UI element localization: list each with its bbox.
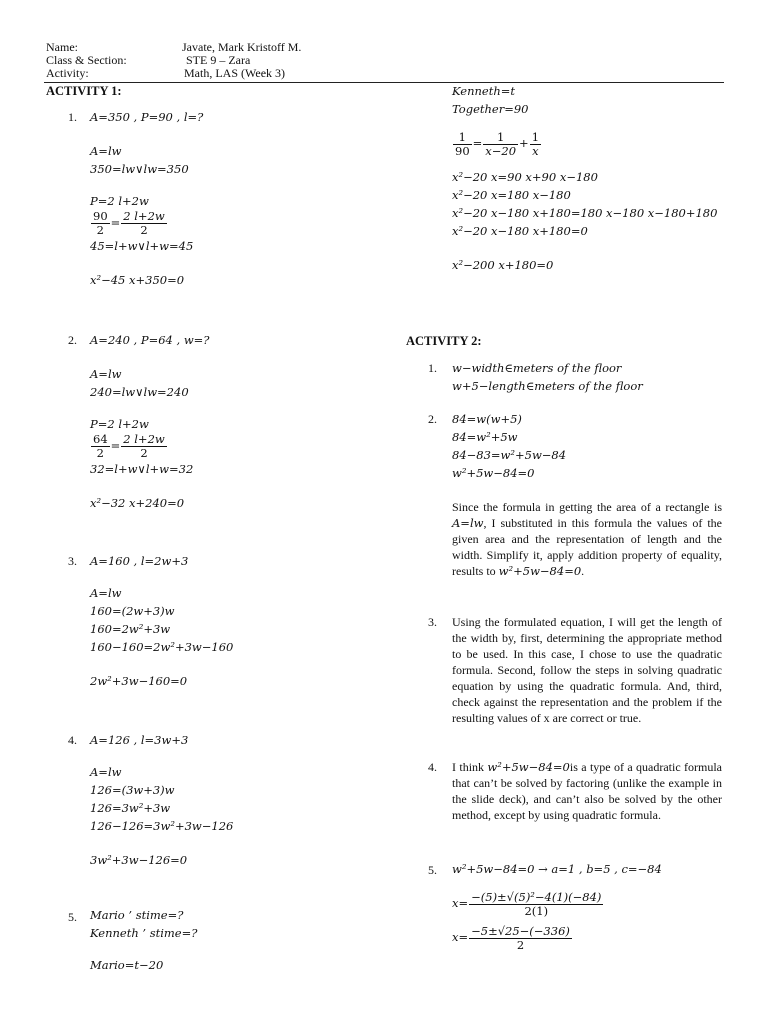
- a2-item2-line: w²+5w−84=0: [452, 466, 535, 480]
- a2-item4-explanation: I think w²+5w−84=0is a type of a quadratic formula that can’t be solved by factoring (unlike the example in the slide deck), and can’t also be solved by the other method, except by using quadratic formula.: [452, 760, 722, 822]
- item5-line: Mario ’ stime=?: [90, 908, 184, 922]
- item2-line: A=lw: [90, 367, 122, 381]
- item3-line: 160−160=2w²+3w−160: [90, 640, 234, 654]
- item2-line: 240=lw∨lw=240: [90, 385, 189, 399]
- item1-line: P=2 l+2w: [90, 194, 149, 208]
- activity1-heading: ACTIVITY 1:: [46, 84, 122, 98]
- activity-value: Math, LAS (Week 3): [184, 66, 286, 80]
- item2-fraction-line: $\frac{64}{2}$ = $\frac{2 l+2w}{2}$: [93, 432, 165, 460]
- item3-given: A=160 , l=2w+3: [90, 554, 189, 568]
- item4-line: 126=(3w+3)w: [90, 783, 175, 797]
- activity2-heading: ACTIVITY 2:: [406, 334, 482, 348]
- item3-line: 160=(2w+3)w: [90, 604, 175, 618]
- item1-equation: x²−45 x+350=0: [90, 273, 185, 287]
- activity-label: Activity:: [46, 66, 89, 80]
- cont-line: x²−20 x−180 x+180=0: [452, 224, 588, 238]
- a2-item2-line: 84=w²+5w: [452, 430, 518, 444]
- item3-work: [90, 552, 233, 690]
- item5-work: [90, 906, 197, 974]
- item1-number: 1.: [68, 110, 77, 124]
- a2-item2-line: 84−83=w²+5w−84: [452, 448, 567, 462]
- name-value: Javate, Mark Kristoff M.: [182, 40, 302, 54]
- a2-item2-number: 2.: [428, 412, 437, 426]
- cont-line: x²−200 x+180=0: [452, 258, 554, 272]
- item2-line: 32=l+w∨l+w=32: [90, 462, 194, 476]
- cont-line: Kenneth=t: [452, 84, 515, 98]
- class-value: STE 9 – Zara: [186, 53, 251, 67]
- quadratic-formula-step2: x= $\frac{-5\pm√25-(-336)}{2}$: [452, 923, 570, 952]
- a2-item1-line: w−width∈meters of the floor: [452, 361, 622, 375]
- a2-item3-explanation: Using the formulated equation, I will get the length of the width by, first, determining the appropriate method to be used. In this case, I chose to use the quadratic formula. Second, follow the steps in solving quadratic equation by using the quadratic formula. And, third, check against the representation and the problem if the resulting values of x are correct or true.: [452, 615, 722, 725]
- item1-line: 350=lw∨lw=350: [90, 162, 189, 176]
- item5-line: Mario=t−20: [90, 958, 164, 972]
- item4-work: [90, 731, 233, 869]
- cont-line: x²−20 x=180 x−180: [452, 188, 571, 202]
- cont-fraction-equation: $\frac{1}{90}$ = $\frac{1}{x-20}$ + $\frac{1}{x}$: [455, 129, 540, 158]
- item4-given: A=126 , l=3w+3: [90, 733, 189, 747]
- item1-line: 45=l+w∨l+w=45: [90, 239, 194, 253]
- cont-line: Together=90: [452, 102, 529, 116]
- a2-item2: [452, 410, 566, 482]
- a2-item5: [452, 860, 662, 952]
- a2-item1-number: 1.: [428, 361, 437, 375]
- item2-work: [90, 331, 209, 512]
- a2-item2-explanation: Since the formula in getting the area of a rectangle is A=lw, I substituted in this formula the values of the given area and the representation of length and the width. Simplify it, apply addition property of equality, results to w²+5w−84=0.: [452, 500, 722, 578]
- a2-item3-number: 3.: [428, 615, 437, 629]
- item4-line: 126=3w²+3w: [90, 801, 171, 815]
- class-label: Class & Section:: [46, 53, 127, 67]
- item3-line: A=lw: [90, 586, 122, 600]
- a2-item5-line: w²+5w−84=0 → a=1 , b=5 , c=−84: [452, 862, 662, 876]
- a2-item4-number: 4.: [428, 760, 437, 774]
- item3-equation: 2w²+3w−160=0: [90, 674, 188, 688]
- quadratic-formula-step1: x= $\frac{\text{−(5)±√(5)²−4(1)(−84)}}{2(1)}$: [452, 889, 602, 918]
- a2-item1: [452, 359, 643, 395]
- item2-equation: x²−32 x+240=0: [90, 496, 185, 510]
- a2-item5-number: 5.: [428, 863, 437, 877]
- item4-equation: 3w²+3w−126=0: [90, 853, 188, 867]
- item4-number: 4.: [68, 733, 77, 747]
- item2-number: 2.: [68, 333, 77, 347]
- cont-line: x²−20 x=90 x+90 x−180: [452, 170, 598, 184]
- item3-line: 160=2w²+3w: [90, 622, 171, 636]
- item2-line: P=2 l+2w: [90, 417, 149, 431]
- name-label: Name:: [46, 40, 78, 54]
- header: [46, 40, 346, 85]
- item5-number: 5.: [68, 910, 77, 924]
- cont-line: x²−20 x−180 x+180=180 x−180 x−180+180: [452, 206, 718, 220]
- item5-continuation: [452, 82, 717, 274]
- a2-item1-line: w+5−length∈meters of the floor: [452, 379, 643, 393]
- item4-line: 126−126=3w²+3w−126: [90, 819, 234, 833]
- item1-work: [90, 108, 203, 289]
- item1-fraction-line: $\frac{90}{2}$ = $\frac{2 l+2w}{2}$: [93, 209, 165, 237]
- item5-line: Kenneth ’ stime=?: [90, 926, 198, 940]
- item4-line: A=lw: [90, 765, 122, 779]
- item1-line: A=lw: [90, 144, 122, 158]
- item2-given: A=240 , P=64 , w=?: [90, 333, 210, 347]
- a2-item2-line: 84=w(w+5): [452, 412, 522, 426]
- item1-given: A=350 , P=90 , l=?: [90, 110, 204, 124]
- item3-number: 3.: [68, 554, 77, 568]
